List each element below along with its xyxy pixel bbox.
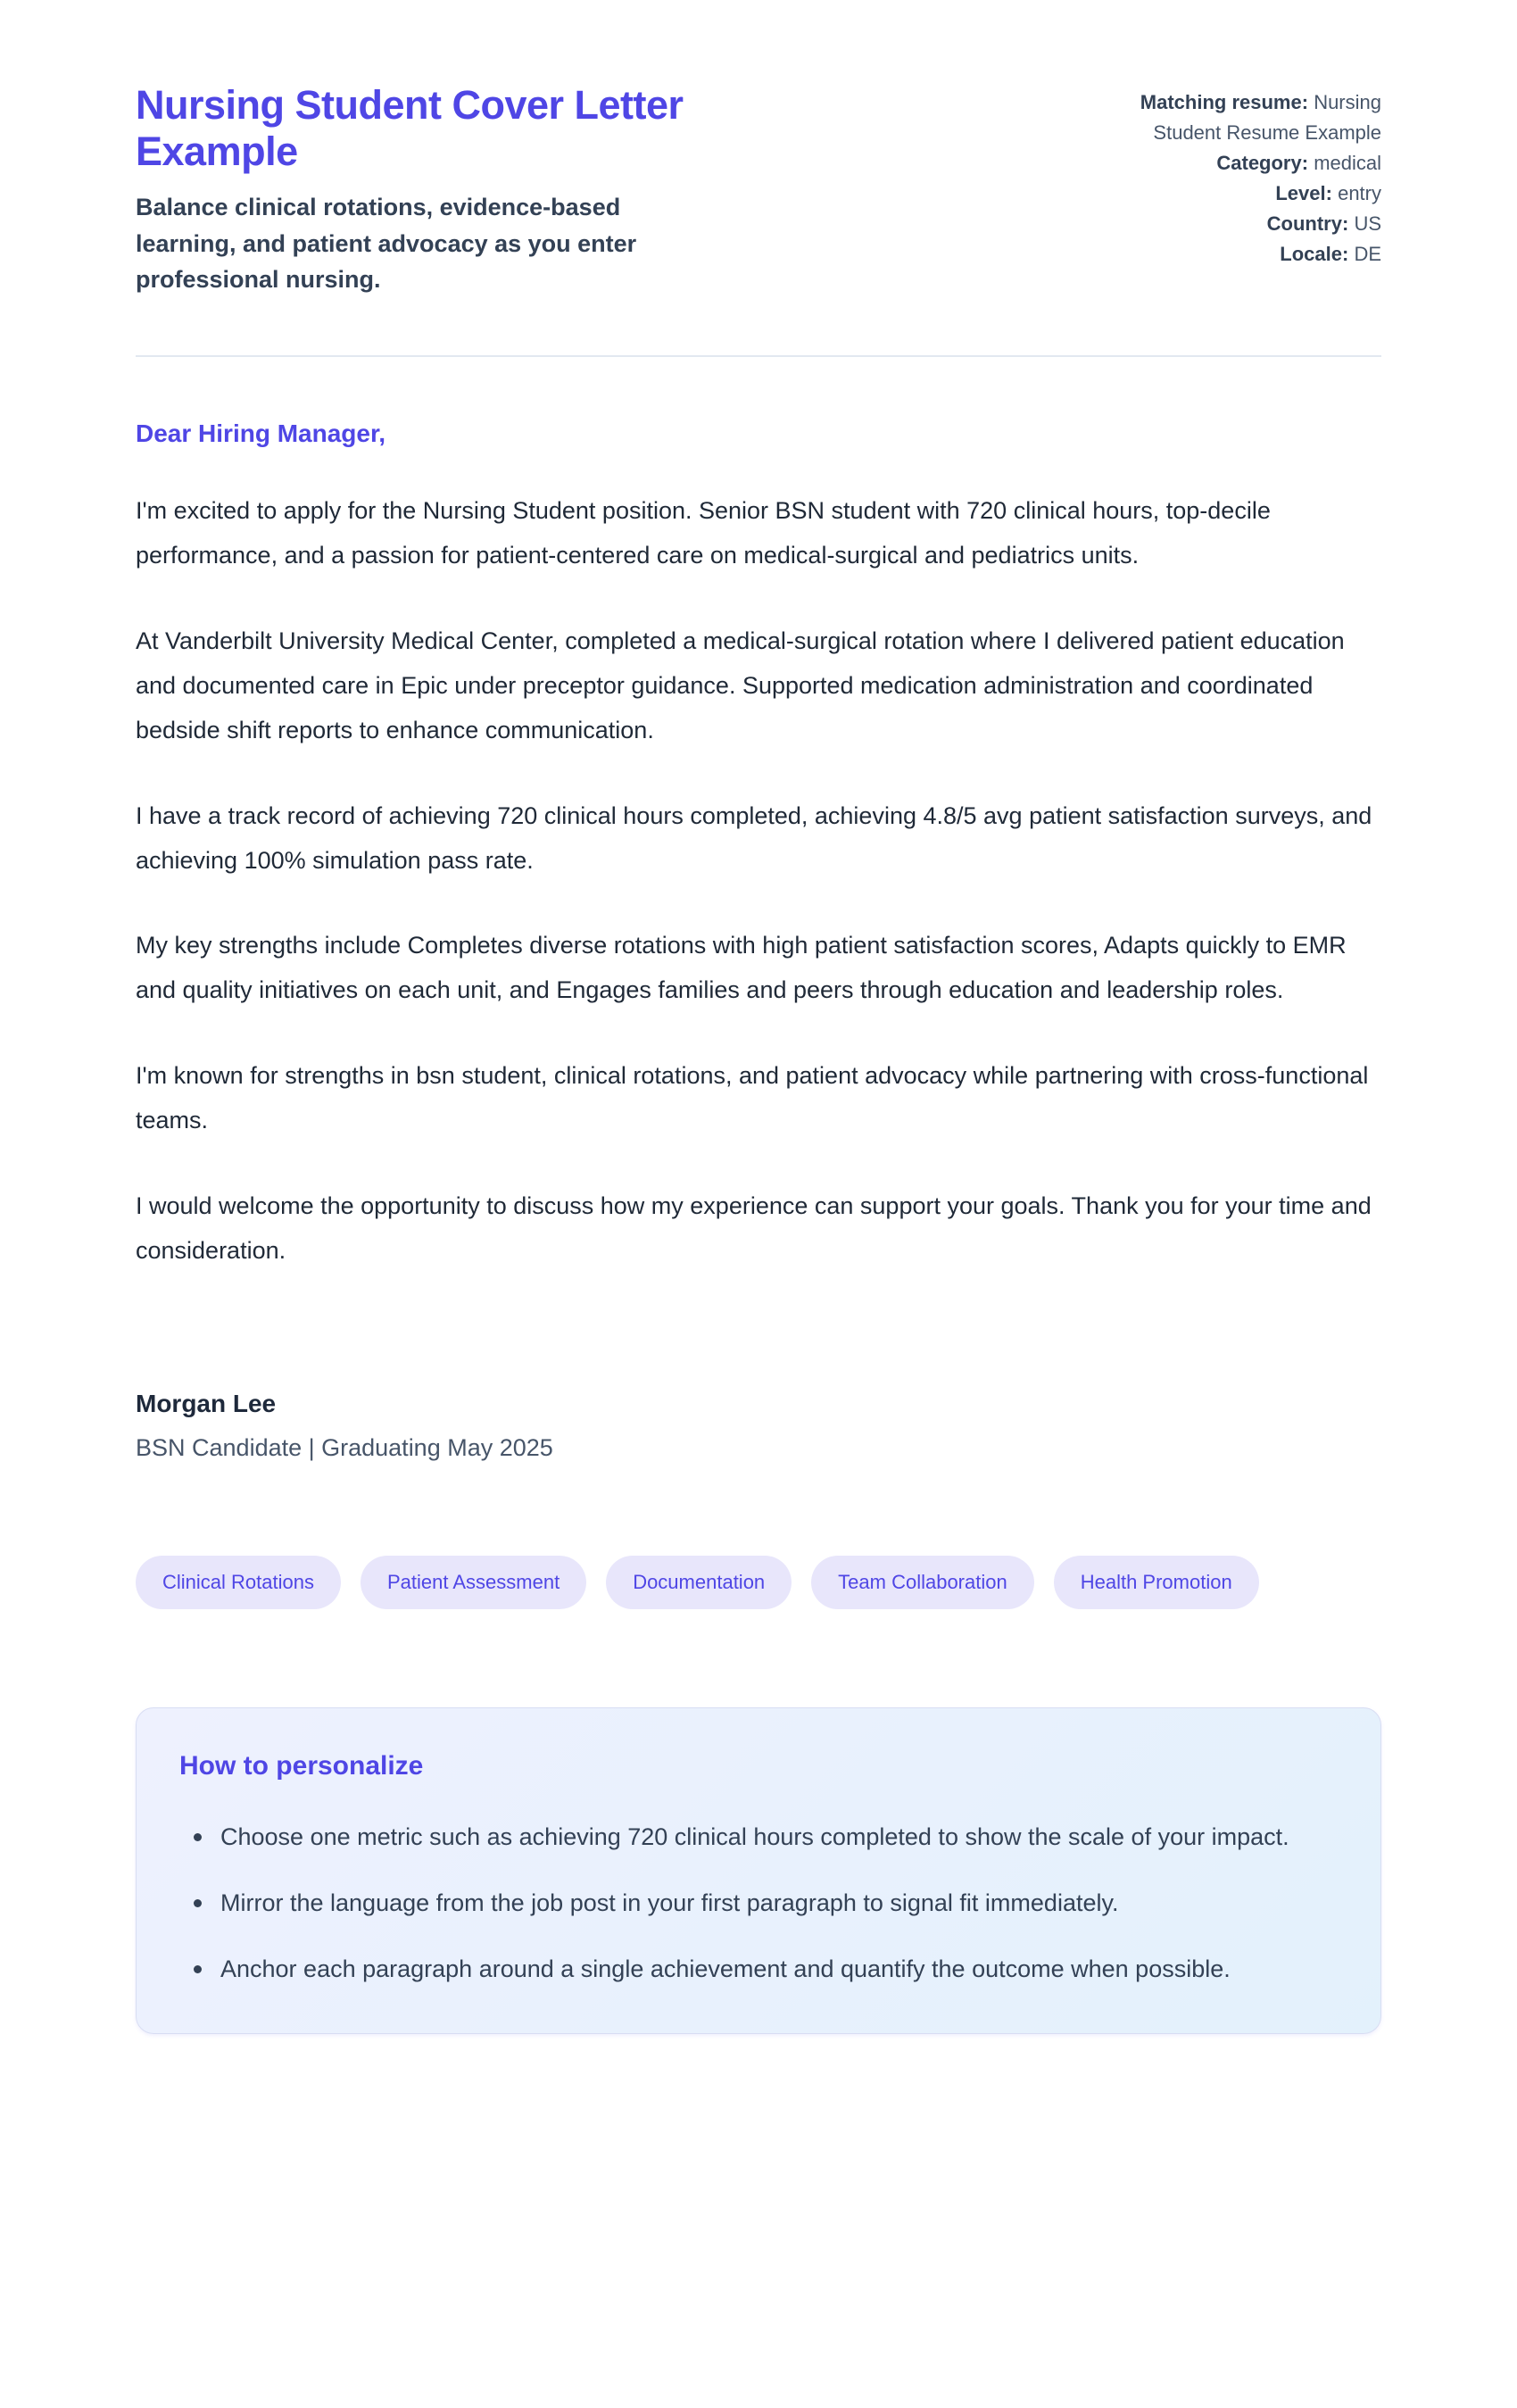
meta-country-value: US (1354, 212, 1381, 236)
meta-country-label: Country: (1266, 212, 1349, 236)
tip-item: Mirror the language from the job post in your first paragraph to signal fit immediately. (179, 1881, 1338, 1926)
letter-paragraph: I'm known for strengths in bsn student, clinical rotations, and patient advocacy while partnering with cross-functional teams. (136, 1062, 1369, 1134)
signature-block (136, 1390, 1381, 1462)
meta-matching-resume-value: Nursing Student Resume Example (1153, 91, 1381, 145)
meta-matching-resume-label: Matching resume: (1140, 91, 1309, 113)
letter-paragraph: I have a track record of achieving 720 clinical hours completed, achieving 4.8/5 avg patient satisfaction surveys, and achieving 100% simulation pass rate. (136, 801, 1372, 874)
skill-tag: Team Collaboration (811, 1556, 1034, 1609)
page-subtitle: Balance clinical rotations, evidence-based learning, and patient advocacy as you enter professional nursing. (136, 194, 637, 294)
cover-letter-page (136, 0, 1381, 2034)
signature-title: BSN Candidate | Graduating May 2025 (136, 1434, 553, 1462)
meta-level-label: Level: (1275, 182, 1332, 205)
letter-paragraph: I'm excited to apply for the Nursing Student position. Senior BSN student with 720 clinical hours, top-decile performance, and a passion for patient-centered care on medical-surgical and pediatrics units. (136, 496, 1271, 569)
letter-paragraph: At Vanderbilt University Medical Center, completed a medical-surgical rotation where I delivered patient education and documented care in Epic under preceptor guidance. Supported medication administration and coordinated bedside shift reports to enhance communication. (136, 627, 1345, 743)
meta-category (1105, 148, 1381, 179)
meta-locale-label: Locale: (1280, 243, 1349, 266)
meta-locale (1105, 239, 1381, 270)
page-header (136, 82, 1381, 298)
letter-paragraph: I would welcome the opportunity to discuss how my experience can support your goals. Thank you for your time and consideration. (136, 1192, 1372, 1265)
meta-country (1105, 209, 1381, 239)
skill-tag: Clinical Rotations (136, 1556, 341, 1609)
letter-paragraph: My key strengths include Completes diverse rotations with high patient satisfaction scores, Adapts quickly to EMR and quality initiatives on each unit, and Engages families and peers through education and leadership roles. (136, 932, 1347, 1004)
letter-body (136, 419, 1381, 1462)
skill-tags-row (136, 1556, 1381, 1609)
meta-level-value: entry (1338, 182, 1381, 205)
skill-tag: Documentation (606, 1556, 792, 1609)
meta-matching-resume (1105, 87, 1381, 148)
tip-item: Anchor each paragraph around a single achievement and quantify the outcome when possible. (179, 1947, 1338, 1992)
skill-tag: Health Promotion (1054, 1556, 1259, 1609)
meta-locale-value: DE (1354, 243, 1381, 266)
tip-item: Choose one metric such as achieving 720 clinical hours completed to show the scale of your impact. (179, 1815, 1338, 1860)
meta-category-value: medical (1314, 152, 1381, 175)
header-title-block (136, 82, 814, 298)
letter-greeting: Dear Hiring Manager, (136, 419, 386, 447)
tips-heading: How to personalize (179, 1751, 424, 1781)
skill-tag: Patient Assessment (361, 1556, 586, 1609)
resume-meta-block (1105, 87, 1381, 270)
meta-level (1105, 179, 1381, 209)
meta-category-label: Category: (1216, 152, 1309, 175)
page-title: Nursing Student Cover Letter Example (136, 82, 684, 175)
header-divider (136, 355, 1381, 357)
personalize-tips-box (136, 1707, 1381, 2034)
tips-list (179, 1815, 1338, 1992)
signature-name: Morgan Lee (136, 1390, 277, 1418)
